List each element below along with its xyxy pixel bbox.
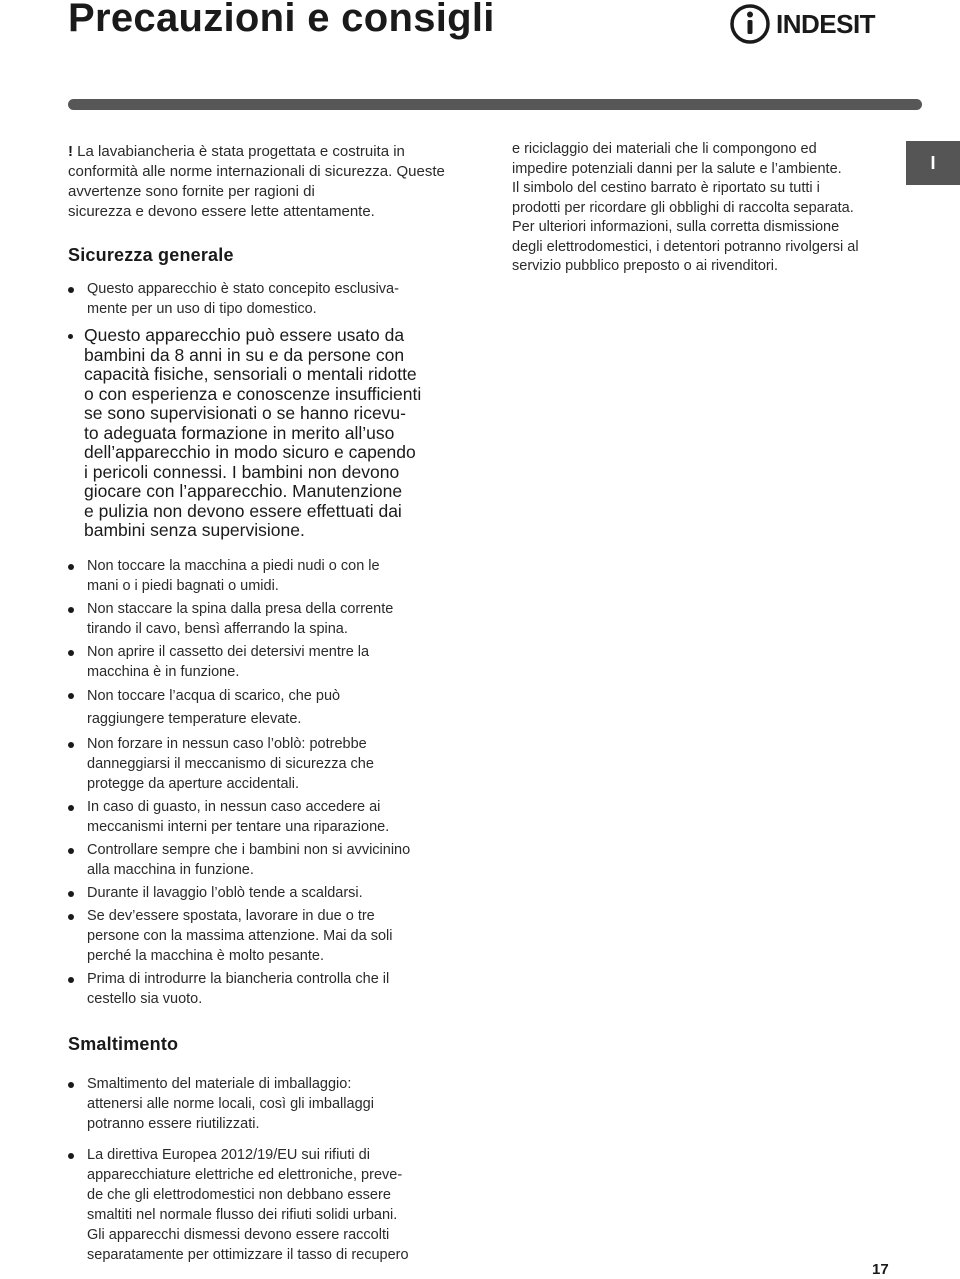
list-item: Prima di introdurre la biancheria controlla che il cestello sia vuoto. [68,969,458,1009]
list-item: Controllare sempre che i bambini non si avvicinino alla macchina in funzione. [68,840,458,880]
list-item: Durante il lavaggio l’oblò tende a scaldarsi. [68,883,458,903]
intro-line: conformità alle norme internazionali di sicurezza. Queste [68,163,445,180]
left-column [68,140,458,1265]
page-title: Precauzioni e consigli [68,0,495,40]
logo-text: INDESIT [776,9,876,39]
section-heading-safety: Sicurezza generale [68,245,234,265]
header-divider-bar [68,99,922,110]
list-item: Se dev’essere spostata, lavorare in due o tre persone con la massima attenzione. Mai da soli perché la macchina è molto pesante. [68,906,458,966]
disposal-list [68,1074,458,1265]
intro-line: sicurezza e devono essere lette attentamente. [68,203,375,220]
language-tab: I [906,141,960,185]
list-item: Non toccare la macchina a piedi nudi o con le mani o i piedi bagnati o umidi. [68,556,458,596]
list-item: Non toccare l’acqua di scarico, che può raggiungere temperature elevate. [68,685,458,731]
safety-list [68,279,458,1009]
list-item: Non aprire il cassetto dei detersivi mentre la macchina è in funzione. [68,642,458,682]
list-item: Smaltimento del materiale di imballaggio: attenersi alle norme locali, così gli imballaggi potranno essere riutilizzati. [68,1074,458,1134]
warning-mark: ! [68,143,73,160]
indesit-logo-icon [728,2,772,46]
disposal-continuation: e riciclaggio dei materiali che li compongono ed impedire potenziali danni per la salute e l’ambiente. Il simbolo del cestino barrato è riportato su tutti i prodotti per ricordare gli obblighi di raccolta separata. Per ulteriori informazioni, sulla corretta dismissione degli elettrodomestici, i detentori potranno rivolgersi al servizio pubblico preposto o ai rivenditori. [512,141,859,274]
section-heading-disposal: Smaltimento [68,1033,179,1054]
right-column [512,140,882,277]
intro-line: La lavabiancheria è stata progettata e costruita in [77,143,405,160]
list-item: In caso di guasto, in nessun caso accedere ai meccanismi interni per tentare una riparazione. [68,797,458,837]
list-item: Questo apparecchio è stato concepito esclusiva- mente per un uso di tipo domestico. [68,279,458,319]
intro-paragraph [68,142,458,222]
list-item: Questo apparecchio può essere usato da bambini da 8 anni in su e da persone con capacità fisiche, sensoriali o mentali ridotte o con esperienza e conoscenze insufficienti se sono supervisionati o se hanno ricevu- to adeguata formazione in merito all’uso dell’apparecchio in modo sicuro e capendo i pericoli connessi. I bambini non devono giocare con l’apparecchio. Manutenzione e pulizia non devono essere effettuati dai bambini senza supervisione. [68,326,458,541]
list-item: Non forzare in nessun caso l’oblò: potrebbe danneggiarsi il meccanismo di sicurezza che protegge da aperture accidentali. [68,734,458,794]
intro-line: avvertenze sono fornite per ragioni di [68,183,315,200]
brand-logo [728,0,894,48]
list-item: Non staccare la spina dalla presa della corrente tirando il cavo, bensì afferrando la spina. [68,599,458,639]
list-item: La direttiva Europea 2012/19/EU sui rifiuti di apparecchiature elettriche ed elettroniche, preve- de che gli elettrodomestici non debbano essere smaltiti nel normale flusso dei rifiuti solidi urbani. Gli apparecchi dismessi devono essere raccolti separatamente per ottimizzare il tasso di recupero [68,1145,458,1265]
page-number: 17 [872,1261,889,1278]
